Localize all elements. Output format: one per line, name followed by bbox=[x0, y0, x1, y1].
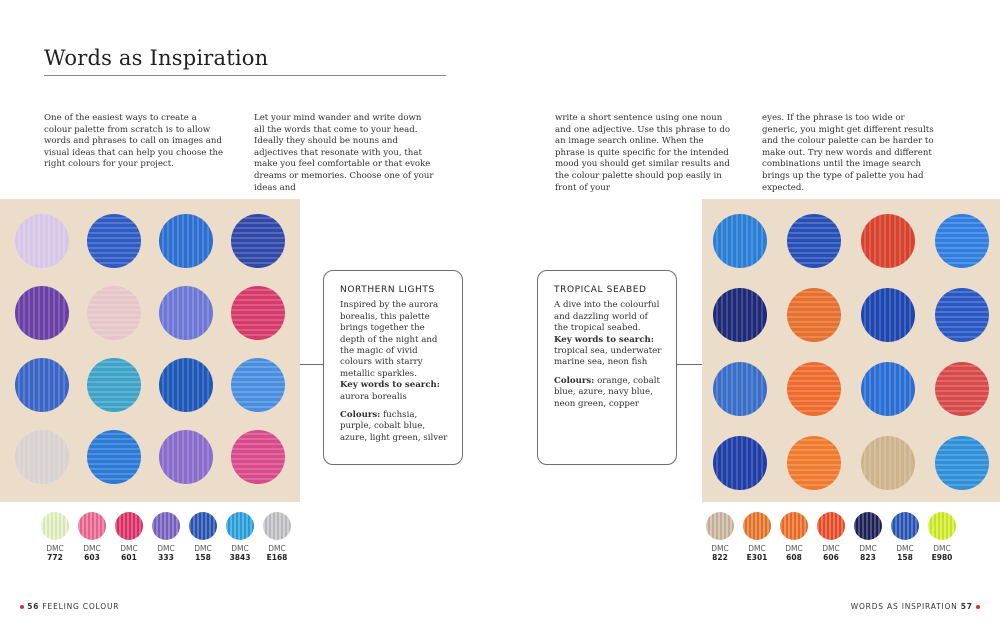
footer-left bbox=[20, 602, 119, 611]
swatch-color bbox=[115, 512, 143, 540]
swatch-brand: DMC bbox=[194, 544, 212, 553]
swatch-color bbox=[152, 512, 180, 540]
embroidered-circle bbox=[15, 214, 69, 268]
thread-swatch bbox=[262, 512, 292, 562]
northern-lights-photo bbox=[0, 199, 300, 502]
tropical-seabed-box bbox=[537, 270, 677, 465]
thread-swatch bbox=[40, 512, 70, 562]
thread-swatch bbox=[705, 512, 735, 562]
body-column-2: Let your mind wander and write down all the words that come to your head. Ideally they should be nouns and adjectives that resonate with you, that make you feel comfortable or that evoke dreams or memories. Choose one of your ideas and bbox=[254, 113, 434, 193]
thread-swatch bbox=[188, 512, 218, 562]
swatch-color bbox=[928, 512, 956, 540]
footer-dot-icon bbox=[976, 605, 980, 609]
swatch-brand: DMC bbox=[785, 544, 803, 553]
swatch-code: 822 bbox=[712, 553, 728, 562]
embroidered-circle bbox=[861, 436, 915, 490]
swatch-color bbox=[743, 512, 771, 540]
thread-swatch bbox=[816, 512, 846, 562]
embroidered-circle bbox=[787, 362, 841, 416]
thread-swatch bbox=[853, 512, 883, 562]
swatch-color bbox=[780, 512, 808, 540]
embroidered-circle bbox=[159, 430, 213, 484]
embroidery-sampler-left bbox=[0, 199, 300, 502]
swatch-color bbox=[78, 512, 106, 540]
embroidered-circle bbox=[787, 436, 841, 490]
colours-value: fuchsia, purple, cobalt blue, azure, light green, silver bbox=[340, 410, 448, 443]
swatch-color bbox=[706, 512, 734, 540]
swatch-brand: DMC bbox=[711, 544, 729, 553]
embroidered-circle bbox=[861, 214, 915, 268]
right-connector-line bbox=[677, 364, 702, 365]
embroidered-circle bbox=[159, 214, 213, 268]
keywords-label: Key words to search: bbox=[340, 380, 440, 391]
embroidered-circle bbox=[935, 436, 989, 490]
keywords-label: Key words to search: bbox=[554, 334, 654, 345]
embroidered-circle bbox=[935, 214, 989, 268]
box-heading: NORTHERN LIGHTS bbox=[340, 285, 435, 295]
left-connector-line bbox=[300, 364, 323, 365]
swatch-brand: DMC bbox=[120, 544, 138, 553]
swatch-code: 333 bbox=[158, 553, 174, 562]
thread-swatch bbox=[77, 512, 107, 562]
swatch-code: 603 bbox=[84, 553, 100, 562]
colours-label: Colours: bbox=[554, 375, 595, 386]
embroidered-circle bbox=[231, 214, 285, 268]
tropical-seabed-photo bbox=[702, 199, 1000, 502]
colours-value: orange, cobalt blue, azure, navy blue, neon green, copper bbox=[554, 375, 660, 409]
right-swatch-row bbox=[705, 512, 964, 562]
embroidered-circle bbox=[159, 286, 213, 340]
thread-swatch bbox=[927, 512, 957, 562]
swatch-brand: DMC bbox=[822, 544, 840, 553]
embroidered-circle bbox=[87, 358, 141, 412]
thread-swatch bbox=[225, 512, 255, 562]
embroidered-circle bbox=[15, 358, 69, 412]
embroidered-circle bbox=[15, 286, 69, 340]
swatch-color bbox=[891, 512, 919, 540]
swatch-brand: DMC bbox=[46, 544, 64, 553]
swatch-code: 608 bbox=[786, 553, 802, 562]
box-heading: TROPICAL SEABED bbox=[554, 285, 647, 295]
thread-swatch bbox=[114, 512, 144, 562]
swatch-brand: DMC bbox=[268, 544, 286, 553]
embroidered-circle bbox=[787, 214, 841, 268]
swatch-code: 158 bbox=[897, 553, 913, 562]
embroidered-circle bbox=[159, 358, 213, 412]
embroidered-circle bbox=[861, 288, 915, 342]
box-description: A dive into the colourful and dazzling world of the tropical seabed. bbox=[554, 300, 660, 334]
footer-section-left: FEELING COLOUR bbox=[42, 602, 120, 611]
swatch-code: 3843 bbox=[229, 553, 251, 562]
embroidered-circle bbox=[231, 430, 285, 484]
swatch-color bbox=[41, 512, 69, 540]
swatch-color bbox=[189, 512, 217, 540]
embroidered-circle bbox=[87, 286, 141, 340]
swatch-code: E168 bbox=[266, 553, 288, 562]
swatch-code: 158 bbox=[195, 553, 211, 562]
swatch-brand: DMC bbox=[83, 544, 101, 553]
swatch-code: E980 bbox=[931, 553, 953, 562]
left-swatch-row bbox=[40, 512, 299, 562]
swatch-code: 823 bbox=[860, 553, 876, 562]
swatch-brand: DMC bbox=[933, 544, 951, 553]
keywords-value: aurora borealis bbox=[340, 391, 407, 402]
body-column-1: One of the easiest ways to create a colour palette from scratch is to allow words and phrases to call on images and visual ideas that can help you choose the right colours for your project. bbox=[44, 113, 224, 170]
embroidered-circle bbox=[713, 362, 767, 416]
body-column-3: write a short sentence using one noun and one adjective. Use this phrase to do an image search online. When the phrase is quite specific for the intended mood you should get similar results and the colour palette should pop easily in front of your bbox=[555, 113, 731, 193]
embroidered-circle bbox=[935, 288, 989, 342]
embroidered-circle bbox=[861, 362, 915, 416]
swatch-code: E301 bbox=[746, 553, 768, 562]
body-column-4: eyes. If the phrase is too wide or generic, you might get different results and the colour palette can be harder to make out. Try new words and different combinations until the image search brings up the type of palette you had expected. bbox=[762, 113, 934, 193]
swatch-color bbox=[226, 512, 254, 540]
embroidered-circle bbox=[231, 358, 285, 412]
embroidered-circle bbox=[87, 214, 141, 268]
swatch-color bbox=[854, 512, 882, 540]
swatch-code: 772 bbox=[47, 553, 63, 562]
page-title: Words as Inspiration bbox=[44, 46, 269, 70]
page-number-right: 57 bbox=[960, 602, 973, 611]
box-description: Inspired by the aurora borealis, this palette brings together the depth of the night and the magic of vivid colours with starry metallic sparkles. bbox=[340, 300, 439, 379]
swatch-color bbox=[817, 512, 845, 540]
swatch-brand: DMC bbox=[859, 544, 877, 553]
embroidered-circle bbox=[87, 430, 141, 484]
page-number-left: 56 bbox=[27, 602, 40, 611]
footer-section-right: WORDS AS INSPIRATION bbox=[850, 602, 958, 611]
swatch-color bbox=[263, 512, 291, 540]
embroidered-circle bbox=[713, 288, 767, 342]
swatch-brand: DMC bbox=[231, 544, 249, 553]
title-rule bbox=[44, 75, 446, 76]
thread-swatch bbox=[890, 512, 920, 562]
embroidered-circle bbox=[935, 362, 989, 416]
footer-right bbox=[851, 602, 980, 611]
swatch-code: 606 bbox=[823, 553, 839, 562]
thread-swatch bbox=[151, 512, 181, 562]
embroidery-sampler-right bbox=[702, 199, 1000, 502]
thread-swatch bbox=[742, 512, 772, 562]
swatch-brand: DMC bbox=[896, 544, 914, 553]
embroidered-circle bbox=[787, 288, 841, 342]
keywords-value: tropical sea, underwater marine sea, neon fish bbox=[554, 346, 662, 368]
northern-lights-box bbox=[323, 270, 463, 465]
footer-dot-icon bbox=[20, 605, 24, 609]
embroidered-circle bbox=[15, 430, 69, 484]
embroidered-circle bbox=[713, 214, 767, 268]
colours-label: Colours: bbox=[340, 410, 381, 421]
embroidered-circle bbox=[713, 436, 767, 490]
swatch-code: 601 bbox=[121, 553, 137, 562]
embroidered-circle bbox=[231, 286, 285, 340]
swatch-brand: DMC bbox=[157, 544, 175, 553]
swatch-brand: DMC bbox=[748, 544, 766, 553]
thread-swatch bbox=[779, 512, 809, 562]
